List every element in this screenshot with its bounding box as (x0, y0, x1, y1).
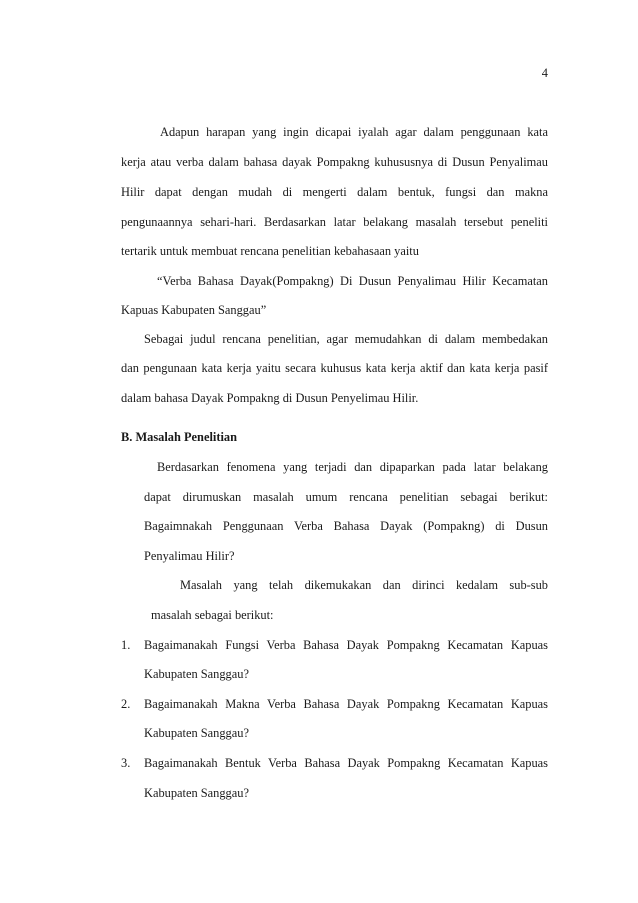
paragraph-line: dan pengunaan kata kerja yaitu secara kuhusus kata kerja aktif dan kata kerja pasif (121, 361, 548, 375)
paragraph-line: Bagaimnakah Penggunaan Verba Bahasa Dayak (Pompakng) di Dusun (144, 519, 548, 533)
research-title-quote: “Verba Bahasa Dayak(Pompakng) Di Dusun Penyalimau Hilir Kecamatan (157, 274, 548, 288)
section-heading: B. Masalah Penelitian (121, 430, 237, 444)
page-number: 4 (541, 66, 548, 80)
list-item: Bagaimanakah Bentuk Verba Bahasa Dayak Pompakng Kecamatan Kapuas (144, 756, 548, 770)
paragraph-line: Adapun harapan yang ingin dicapai iyalah agar dalam penggunaan kata (160, 125, 548, 139)
list-item: Kabupaten Sanggau? (144, 786, 249, 800)
paragraph-line: pengunaannya sehari-hari. Berdasarkan latar belakang masalah tersebut peneliti (121, 215, 548, 229)
paragraph-line: Hilir dapat dengan mudah di mengerti dalam bentuk, fungsi dan makna (121, 185, 548, 199)
list-item: Kabupaten Sanggau? (144, 726, 249, 740)
paragraph-line: Sebagai judul rencana penelitian, agar memudahkan di dalam membedakan (144, 332, 548, 346)
paragraph-line: kerja atau verba dalam bahasa dayak Pompakng kuhususnya di Dusun Penyalimau (121, 155, 548, 169)
paragraph-line: dapat dirumuskan masalah umum rencana penelitian sebagai berikut: (144, 490, 548, 504)
paragraph-line: dalam bahasa Dayak Pompakng di Dusun Penyelimau Hilir. (121, 391, 419, 405)
list-number: 3. (121, 756, 131, 770)
paragraph-line: tertarik untuk membuat rencana penelitian kebahasaan yaitu (121, 244, 419, 258)
paragraph-line: Masalah yang telah dikemukakan dan dirinci kedalam sub-sub (180, 578, 548, 592)
paragraph-line: Penyalimau Hilir? (144, 549, 235, 563)
research-title-quote: Kapuas Kabupaten Sanggau” (121, 303, 267, 317)
list-item: Bagaimanakah Fungsi Verba Bahasa Dayak Pompakng Kecamatan Kapuas (144, 638, 548, 652)
list-number: 2. (121, 697, 131, 711)
list-number: 1. (121, 638, 131, 652)
paragraph-line: Berdasarkan fenomena yang terjadi dan dipaparkan pada latar belakang (157, 460, 548, 474)
list-item: Bagaimanakah Makna Verba Bahasa Dayak Pompakng Kecamatan Kapuas (144, 697, 548, 711)
list-item: Kabupaten Sanggau? (144, 667, 249, 681)
paragraph-line: masalah sebagai berikut: (151, 608, 274, 622)
